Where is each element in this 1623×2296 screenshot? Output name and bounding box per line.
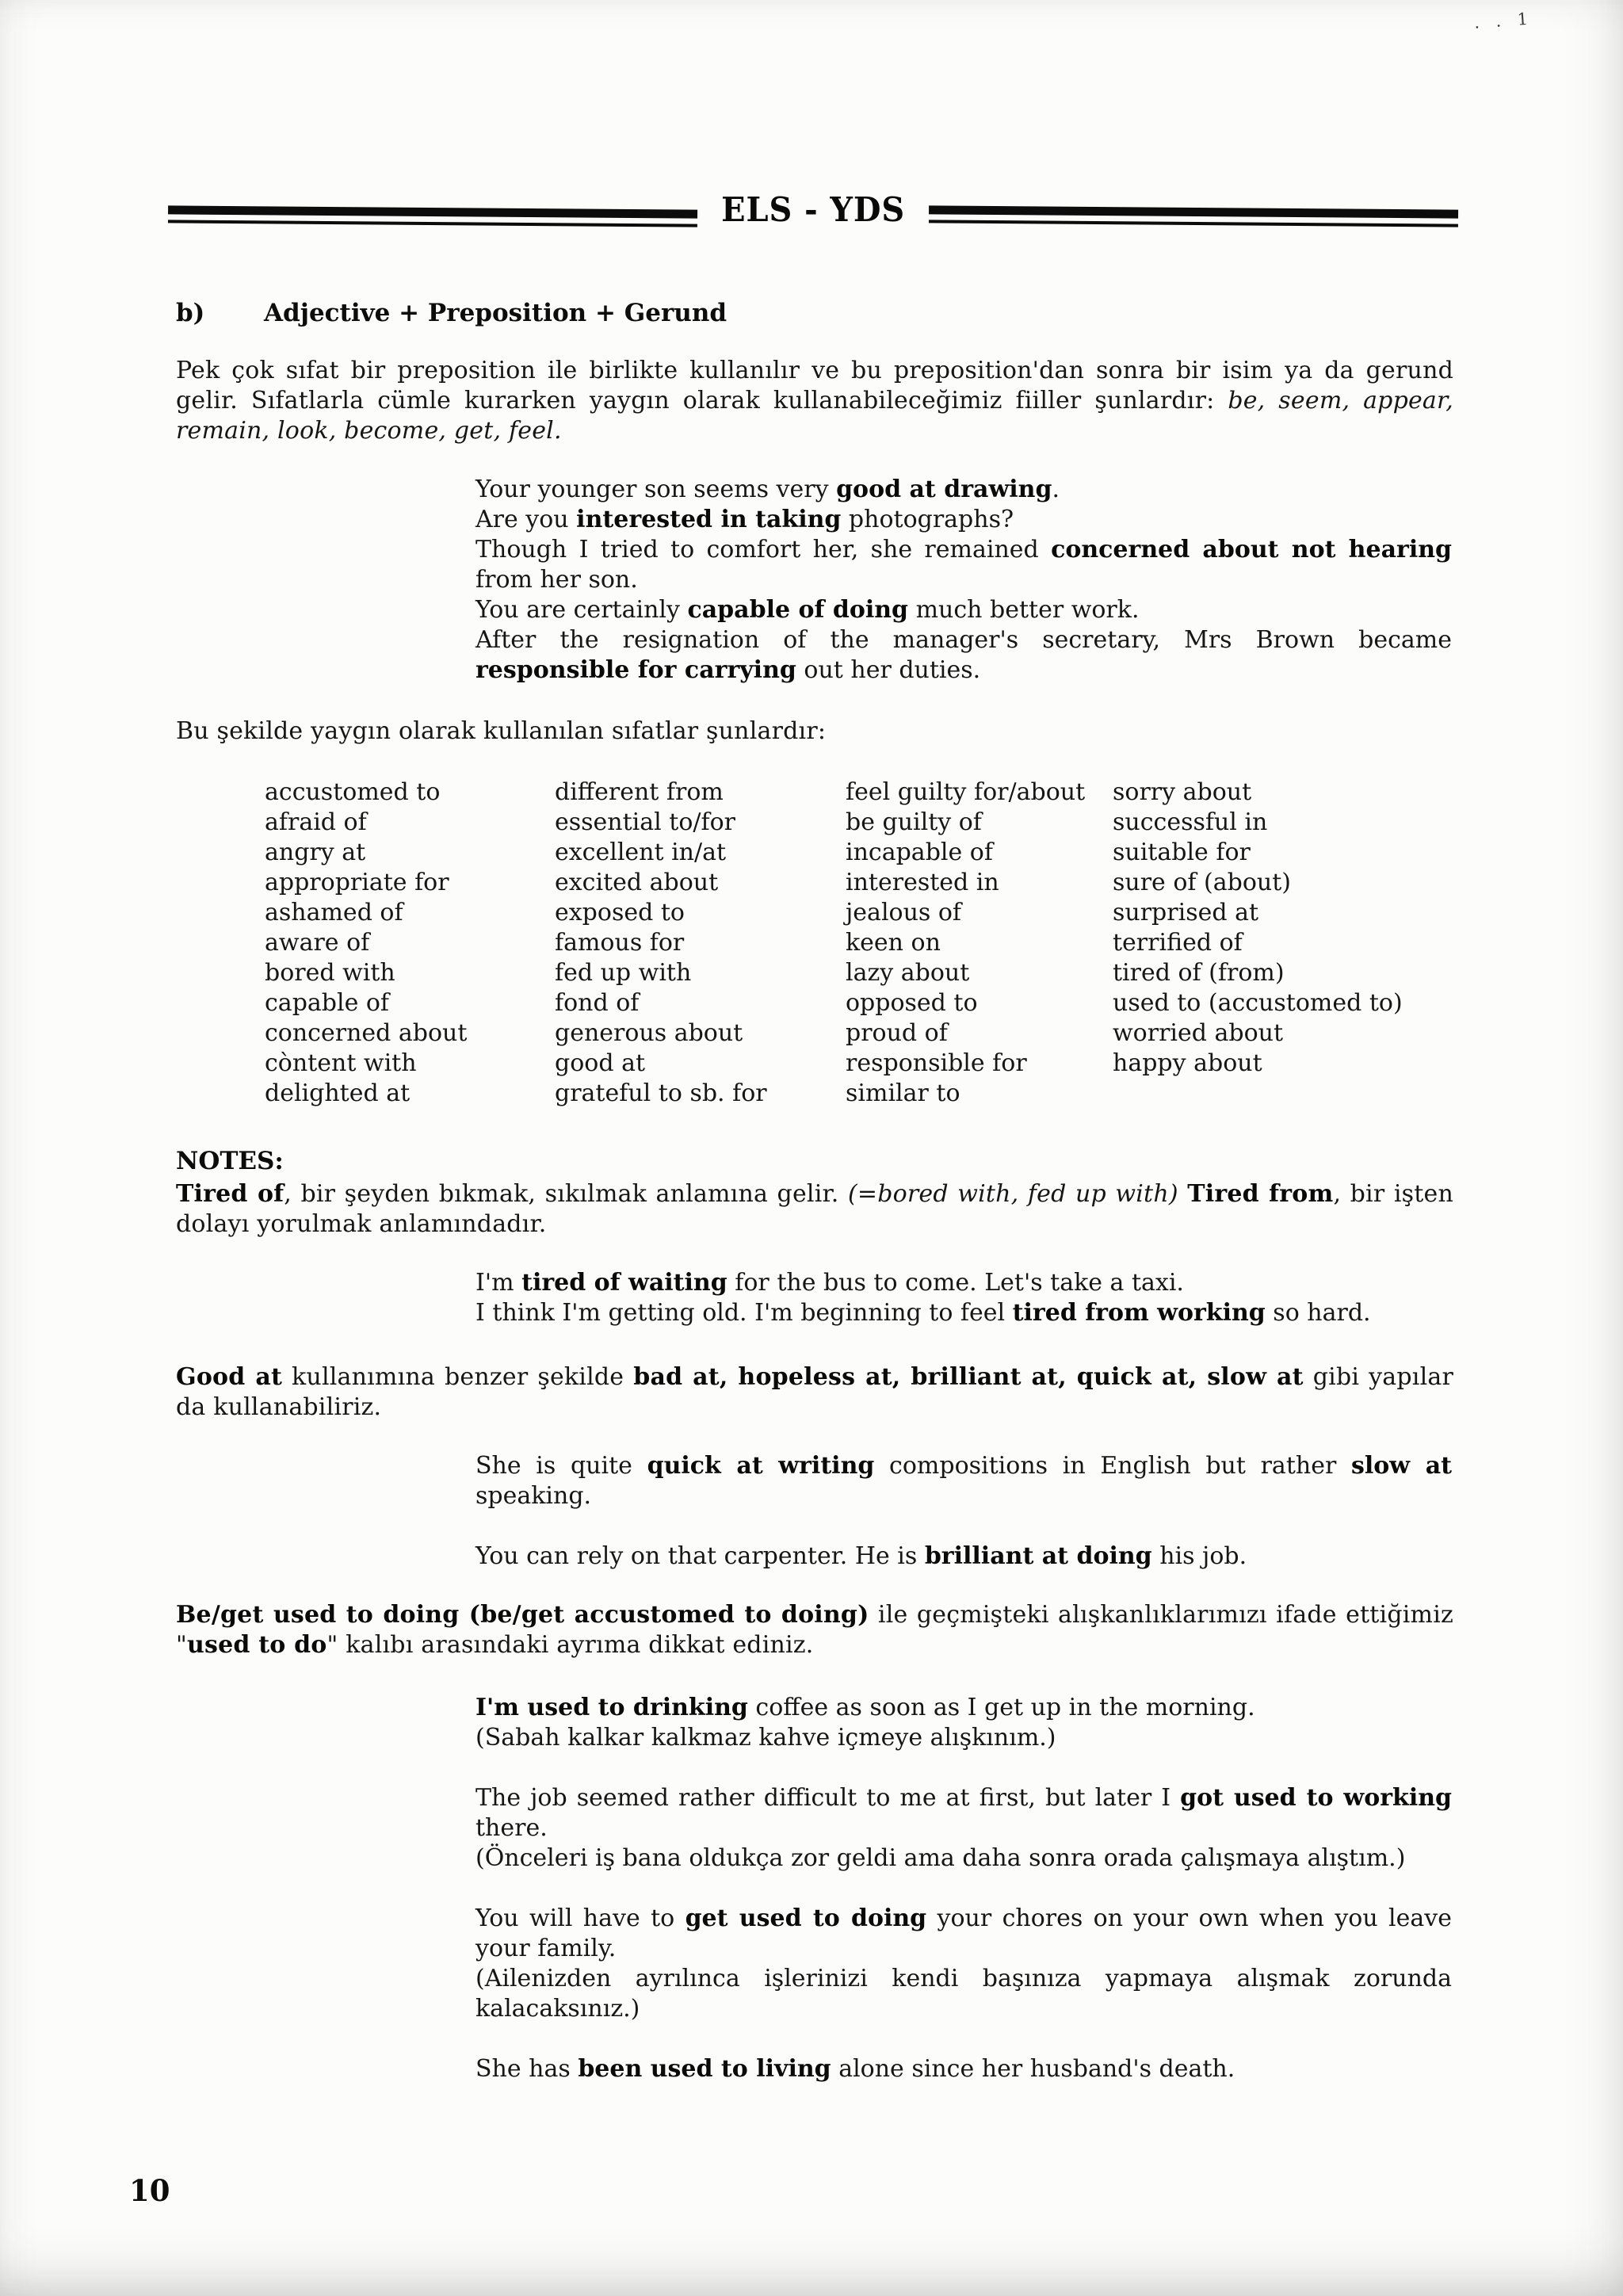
adjective-item: lazy about: [846, 959, 970, 987]
adjective-item: terrified of: [1113, 929, 1243, 957]
header-rule-right-thin: [929, 220, 1458, 227]
adjective-item: used to (accustomed to): [1113, 989, 1403, 1017]
example-sentence: I think I'm getting old. I'm beginning to feel tired from working so hard.: [475, 1299, 1371, 1327]
adjective-item: responsible for: [846, 1049, 1027, 1077]
example-block-tired: [475, 1268, 1452, 1328]
adjective-item: incapable of: [846, 839, 993, 866]
adjective-item: sorry about: [1113, 778, 1252, 806]
header-rule-right: [929, 205, 1458, 230]
adjective-item: ashamed of: [265, 899, 403, 926]
example-sentence: Are you interested in taking photographs?: [475, 506, 1014, 533]
adjective-item: fond of: [555, 989, 640, 1017]
example-sentence: You will have to get used to doing your chores on your own when you leave your family. (Ailenizden ayrılınca işlerinizi kendi başınıza yapmaya alışmak zorunda kalacaksınız.): [475, 1904, 1452, 2023]
adjective-item: opposed to: [846, 989, 978, 1017]
adjective-item: suitable for: [1113, 839, 1251, 866]
adjective-item: feel guilty for/about: [846, 778, 1086, 806]
adjective-item: good at: [555, 1049, 646, 1077]
adjective-list-intro: Bu şekilde yaygın olarak kullanılan sıfatlar şunlardır:: [176, 717, 827, 745]
adjective-item: successful in: [1113, 808, 1268, 836]
header-title: ELS - YDS: [720, 190, 906, 229]
example-block-good-at: [475, 1451, 1452, 1572]
adjective-item: delighted at: [265, 1079, 411, 1107]
adjective-item: capable of: [265, 989, 390, 1017]
adjective-item: fed up with: [555, 959, 692, 987]
example-sentence: I'm tired of waiting for the bus to come. Let's take a taxi.: [475, 1269, 1184, 1297]
adjective-item: keen on: [846, 929, 941, 957]
adjective-item: worried about: [1113, 1019, 1284, 1047]
adjective-item: interested in: [846, 869, 999, 896]
adjective-item: appropriate for: [265, 869, 449, 896]
example-block-adjectives: [475, 475, 1452, 686]
adjective-column-2: [555, 777, 846, 1109]
page-header: [168, 190, 1458, 238]
adjective-item: similar to: [846, 1079, 960, 1107]
adjective-item: angry at: [265, 839, 366, 866]
example-sentence: You can rely on that carpenter. He is brilliant at doing his job.: [475, 1542, 1247, 1570]
example-sentence: She has been used to living alone since her husband's death.: [475, 2055, 1235, 2083]
adjective-column-3: [846, 777, 1113, 1109]
section-title: Adjective + Preposition + Gerund: [264, 299, 727, 327]
adjective-item: tired of (from): [1113, 959, 1285, 987]
example-sentence: I'm used to drinking coffee as soon as I get up in the morning. (Sabah kalkar kalkmaz kahve içmeye alışkınım.): [475, 1694, 1255, 1752]
adjective-item: còntent with: [265, 1049, 417, 1077]
adjective-item: accustomed to: [265, 778, 441, 806]
adjective-item: grateful to sb. for: [555, 1079, 767, 1107]
adjective-item: happy about: [1113, 1049, 1262, 1077]
example-sentence: You are certainly capable of doing much better work.: [475, 596, 1140, 624]
adjective-item: different from: [555, 778, 724, 806]
corner-mark: . . 1: [1473, 9, 1534, 32]
adjective-item: generous about: [555, 1019, 743, 1047]
section-heading: [176, 299, 727, 327]
adjective-item: essential to/for: [555, 808, 736, 836]
example-sentence: After the resignation of the manager's secretary, Mrs Brown became responsible for carrying out her duties.: [475, 626, 1452, 684]
header-rule-left-thick: [168, 205, 697, 218]
adjective-item: excited about: [555, 869, 719, 896]
adjective-item: famous for: [555, 929, 685, 957]
notes-paragraph: Tired of, bir şeyden bıkmak, sıkılmak anlamına gelir. (=bored with, fed up with) Tired from, bir işten dolayı yorulmak anlamındadır.: [176, 1180, 1453, 1238]
adjective-item: exposed to: [555, 899, 685, 926]
adjective-item: excellent in/at: [555, 839, 727, 866]
notes-heading: NOTES:: [176, 1147, 284, 1175]
adjective-column-1: [265, 777, 555, 1109]
example-sentence: Though I tried to comfort her, she remained concerned about not hearing from her son.: [475, 536, 1453, 594]
example-sentence: The job seemed rather difficult to me at first, but later I got used to working there. (Önceleri iş bana oldukça zor geldi ama daha sonra orada çalışmaya alıştım.): [475, 1784, 1452, 1872]
example-block-used-to: [475, 1693, 1452, 2084]
adjective-item: be guilty of: [846, 808, 982, 836]
intro-paragraph: Pek çok sıfat bir preposition ile birlikte kullanılır ve bu preposition'dan sonra bir isim ya da gerund gelir. Sıfatlarla cümle kurarken yaygın olarak kullanabileceğimiz fiiller şunlardır: be, seem, appear, remain, look, become, get, feel.: [176, 357, 1453, 445]
example-sentence: Your younger son seems very good at drawing.: [475, 476, 1060, 503]
adjective-item: concerned about: [265, 1019, 468, 1047]
adjective-item: jealous of: [846, 899, 962, 926]
adjective-item: surprised at: [1113, 899, 1259, 926]
adjective-item: sure of (about): [1113, 869, 1291, 896]
adjective-item: bored with: [265, 959, 395, 987]
adjective-column-4: [1113, 777, 1452, 1109]
section-label: b): [176, 299, 205, 327]
used-to-paragraph: Be/get used to doing (be/get accustomed to doing) ile geçmişteki alışkanlıklarımızı ifade ettiğimiz "used to do" kalıbı arasındaki ayrıma dikkat ediniz.: [176, 1601, 1453, 1659]
page-number: 10: [129, 2173, 170, 2208]
header-rule-left: [168, 205, 697, 230]
adjective-item: aware of: [265, 929, 370, 957]
header-rule-left-thin: [168, 220, 697, 227]
adjective-item: proud of: [846, 1019, 948, 1047]
adjective-item: afraid of: [265, 808, 367, 836]
adjective-list: [265, 777, 1452, 1109]
good-at-paragraph: Good at kullanımına benzer şekilde bad at, hopeless at, brilliant at, quick at, slow at gibi yapılar da kullanabiliriz.: [176, 1363, 1453, 1421]
header-rule-right-thick: [929, 205, 1458, 218]
example-sentence: She is quite quick at writing compositions in English but rather slow at speaking.: [475, 1452, 1452, 1510]
